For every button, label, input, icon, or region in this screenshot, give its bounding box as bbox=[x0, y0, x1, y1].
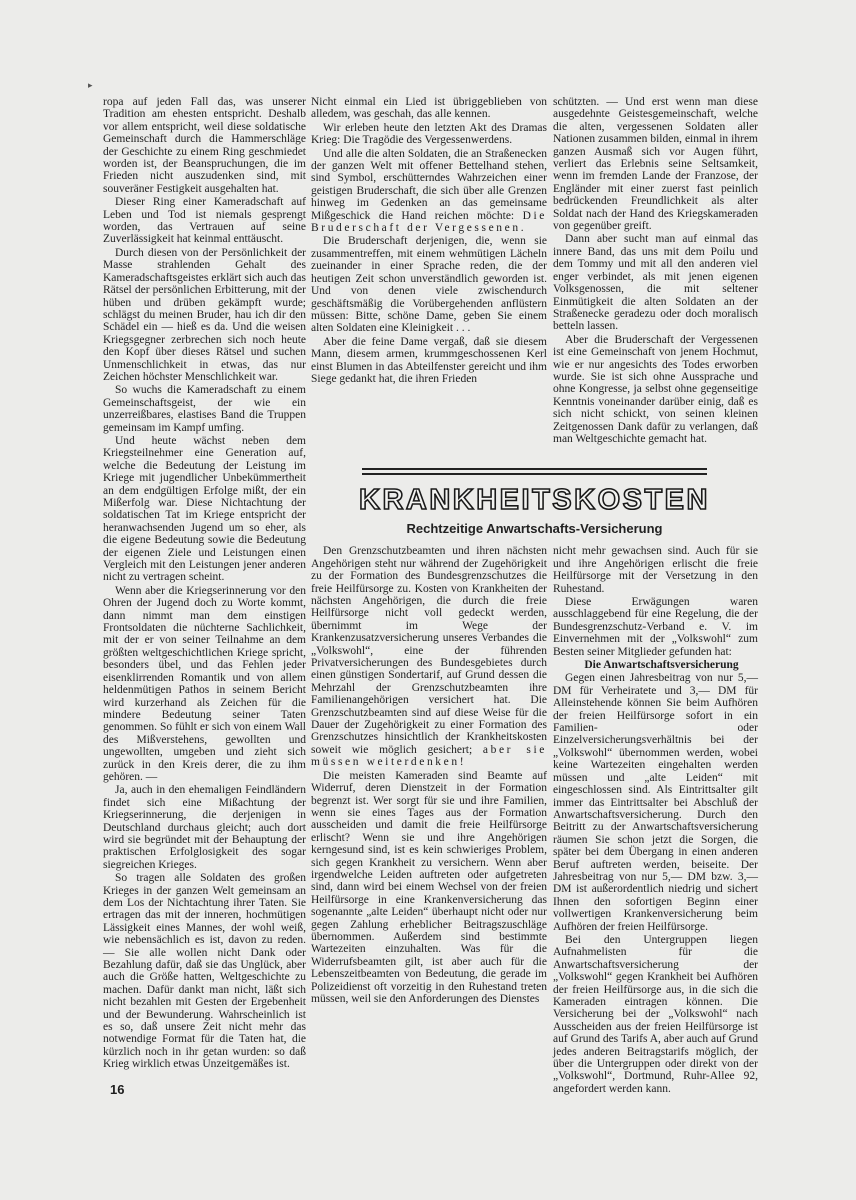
paragraph-text: Den Grenzschutzbeamten und ihren nächsten Angehörigen steht nur während der Zugehörigkeit zu der Formation des Bundesgrenzschutzes die freie Heilfürsorge zu. Kosten von Krankheiten der nächsten Angehörigen, die durch die freie Heilfürsorge nicht voll gedeckt werden, übernimmt im Wege der Krankenzusatzversicherung unseres Verbandes die „Volkswohl“, eine der führenden Privatversicherungen des Bundesgebietes durch einen günstigen Sondertarif, auf Grund dessen die Mehrzahl der Grenzschutzbeamten ihre Familienangehörigen versichert hat. Die Grenzschutzbeamten sind auf diese Weise für die Dauer der Zugehörigkeit zu einer Formation des Grenzschutzes hinsichtlich der Krankheitskosten soweit wie möglich gesichert; bbox=[311, 545, 547, 756]
article-title: KRANKHEITSKOSTEN bbox=[359, 484, 710, 517]
paragraph bbox=[553, 934, 758, 1095]
article-subtitle: Rechtzeitige Anwartschafts-Versicherung bbox=[406, 521, 663, 537]
paragraph bbox=[103, 784, 306, 871]
paragraph-text: Wir erleben heute den letzten Akt des Dramas Krieg: Die Tragödie des Vergessenwerdens. bbox=[311, 121, 547, 147]
article-subhead: Die Anwartschaftsversicherung bbox=[584, 659, 739, 672]
paragraph-text: nicht mehr gewachsen sind. Auch für sie und ihre Angehörigen erlischt die freie Heilfürsorge mit der Versetzung in den Ruhestand. bbox=[553, 545, 758, 595]
paragraph bbox=[553, 96, 758, 232]
page bbox=[103, 0, 758, 1127]
spaced-emphasis: Die Bruderschaft der Vergessenen. bbox=[311, 209, 547, 235]
paragraph-text: Ja, auch in den ehemaligen Feindländern findet sich eine Mißachtung der Kriegserinnerung, die derjenigen in Deutschland durchaus gleicht; auch dort wird sie begründet mit der Behauptung der praktischen Erfolglosigkeit des sogar siegreichen Krieges. bbox=[103, 784, 306, 871]
paragraph-text: schützten. — Und erst wenn man diese ausgedehnte Geistesgemeinschaft, welche die alten, vergessenen Soldaten aller Nationen zusammen bilden, einmal in ihrem ganzen Ausmaß sich vor Augen führt, verliert das Erlebnis seine Seltsamkeit, wenn im fremden Lande der Franzose, der Engländer mit einer zuerst fast peinlich bedrückenden Freundlichkeit als alter Soldat nach der Hand des Kriegskameraden von gegenüber greift. bbox=[553, 96, 758, 233]
article-right-intro bbox=[553, 545, 758, 658]
paragraph bbox=[311, 545, 547, 768]
paragraph bbox=[553, 233, 758, 332]
essay-right-column bbox=[553, 96, 758, 446]
paragraph-text: Die meisten Kameraden sind Beamte auf Widerruf, deren Dienstzeit in der Formation begrenzt ist. Wer sorgt für sie und ihre Familien, wenn sie eines Tages aus der Formation ausscheiden und damit die freie Heilfürsorge erlischt? Wenn sie und ihre Angehörigen kerngesund sind, ist es kein schwieriges Problem, sich gegen Krankheit zu versichern. Wenn aber irgendwelche Leiden auftreten oder aufgetreten sind, dann wird bei einem Wechsel von der freien Heilfürsorge in eine Krankenversicherung das sogenannte „alte Leiden“ überhaupt nicht oder nur gegen Zahlung erheblicher Beitragszuschläge übernommen. Außerdem sind bestimmte Wartezeiten einzuhalten. Was für die Widerrufsbeamten gilt, ist aber auch für die Lebenszeitbeamten von Bedeutung, die gerade im Polizeidienst oft vorzeitig in den Ruhestand treten müssen, weil sie den Anforderungen des Dienstes bbox=[311, 769, 547, 1005]
left-column-wrap bbox=[103, 96, 306, 1097]
paragraph-text: Dieser Ring einer Kameradschaft auf Leben und Tod ist niemals gesprengt worden, das Vertrauen auf seine Zuverlässigkeit hat keinmal enttäuscht. bbox=[103, 196, 306, 246]
article-body bbox=[311, 545, 758, 1096]
article-right-body bbox=[553, 672, 758, 1095]
paragraph bbox=[311, 336, 547, 386]
article-middle-column bbox=[311, 545, 547, 1096]
paragraph-text: ropa auf jeden Fall das, was unserer Tradition am ehesten entspricht. Deshalb vor allem entspricht, weil diese soldatische Gemeinschaft durch die Hammerschläge der Geschichte zu einem Ring geschmiedet worden ist, der Beanspruchungen, die im Frieden nicht auszudenken sind, mit souveräner Festigkeit ausgehalten hat. bbox=[103, 96, 306, 195]
paragraph bbox=[103, 96, 306, 195]
paragraph bbox=[311, 96, 547, 121]
paragraph-text: Bei den Untergruppen liegen Aufnahmelisten für die Anwartschaftsversicherung der „Volkswohl“ gegen Krankheit bei Aufhören der freien Heilfürsorge aus, in die sich die Kameraden eintragen können. Die Versicherung bei der „Volkswohl“ nach Ausscheiden aus der freien Heilfürsorge ist auf Grund des Tarifs A, aber auch auf Grund jedes anderen Beitragstarifs möglich, der über die Untergruppen oder direkt von der „Volkswohl“, Dortmund, Ruhr-Allee 92, angefordert werden kann. bbox=[553, 933, 758, 1095]
paragraph bbox=[311, 148, 547, 235]
paragraph bbox=[103, 585, 306, 784]
paragraph-text: Aber die Bruderschaft der Vergessenen ist eine Gemeinschaft von jenem Hochmut, wie er nur angesichts des Todes erworben wurde. Sie ist sich ohne Aussprache und ohne Kongresse, ja selbst ohne gegenseitige Kenntnis voneinander darüber einig, daß es sich nicht schickt, von seinen kleinen Zeitgenossen Dank dafür zu verlangen, daß man Weltgeschichte gemacht hat. bbox=[553, 333, 758, 445]
paragraph bbox=[103, 196, 306, 246]
paragraph bbox=[103, 435, 306, 584]
article-heading bbox=[311, 456, 758, 537]
paragraph-text: Die Bruderschaft derjenigen, die, wenn sie zusammentreffen, mit einem wehmütigen Lächeln zueinander in einer Sprache reden, die der heutigen Zeit schon unverständlich geworden ist. Und von denen viele zwischendurch geschäftsmäßig die Vorübergehenden anflüstern müssen: Bitte, schöne Dame, geben Sie einem alten Soldaten eine Kleinigkeit . . . bbox=[311, 235, 547, 335]
paragraph bbox=[311, 770, 547, 1006]
paragraph bbox=[311, 235, 547, 334]
paragraph-text: Und heute wächst neben dem Kriegsteilnehmer eine Generation auf, welche die Bedeutung der Leistung im Kriege mit jugendlicher Unbekümmertheit an dem endgültigen Erfolge mißt, der ein Mißerfolg war. Diese Nichtachtung der soldatischen Tat im Kriege entspricht der heranwachsenden Jugend um so eher, als die eigene Bedeutung sowie die Bedeutung der eigenen Ziele und Leistungen einen Vergleich mit den Leistungen jener anderen nicht zu vertragen scheint. bbox=[103, 434, 306, 584]
paragraph-text: Und alle die alten Soldaten, die an Straßenecken der ganzen Welt mit offener Bettelhand stehen, sind Symbol, erschütterndes Wahrzeichen einer geistigen Bruderschaft, die sich über alle Grenzen hinweg im Gedenken an das gemeinsame Mißgeschick die Hand reichen möchte: bbox=[311, 147, 547, 222]
essay-middle-column bbox=[311, 96, 547, 446]
paragraph-text: So tragen alle Soldaten des großen Krieges in der ganzen Welt gemeinsam an dem Los der Nichtachtung ihrer Taten. Sie ertragen das mit der inneren, hochmütigen Lässigkeit eines Mannes, der wohl weiß, wie nebensächlich es ist, davon zu reden. — Sie alle wollen nicht Dank oder Bezahlung dafür, daß sie das Unglück, aber auch die Größe hatten, Weltgeschichte zu machen. Dafür dankt man nicht, läßt sich nicht bezahlen mit Gesten der Ergebenheit und der Bewunderung. Wahrscheinlich ist es so, daß unsere Zeit nicht mehr das notwendige Format für die Taten hat, die kürzlich noch in ihr getan wurden: so daß Krieg wirklich etwas Unzeitgemäßes ist. bbox=[103, 872, 306, 1071]
paragraph-text: Gegen einen Jahresbeitrag von nur 5,— DM für Verheiratete und 3,— DM für Alleinstehende können Sie beim Aufhören der freien Heilfürsorge sofort in ein Familien- oder Einzelversicherungsverhältnis bei der „Volkswohl“ übernommen werden, wobei keine Wartezeiten eingehalten werden müssen und „alte Leiden“ mit eingeschlossen sind. Als Eintrittsalter gilt immer das Eintrittsalter bei Abschluß der Anwartschaftsversicherung. Durch den Beitritt zu der Anwartschaftsversicherung räumen Sie schon jetzt die Sorgen, die später bei dem Übergang in einen anderen Beruf auftreten werden, beiseite. Der Jahresbeitrag von nur 5,— DM bzw. 3,— DM ist außerordentlich niedrig und sichert Ihnen den sofortigen Beginn einer vollwertigen Krankenversicherung beim Aufhören der freien Heilfürsorge. bbox=[553, 672, 758, 933]
paragraph-text: Aber die feine Dame vergaß, daß sie diesem Mann, diesem armen, krummgeschossenen Kerl einst Blumen in das Abteilfenster gereicht und ihm Siege gedankt hat, die ihren Frieden bbox=[311, 335, 547, 385]
paragraph-text: Durch diesen von der Persönlichkeit der Masse strahlenden Gehalt des Kameradschaftsgeistes erklärt sich auch das Rätsel der persönlichen Erbitterung, mit der hüben und drüben gekämpft wurde; schlägst du meinen Bruder, hau ich dir den Schädel ein — hieß es da. Und die weisen Kriegsgegner zerbrechen sich noch heute den Kopf über dieses Rätsel und suchen Unmenschlichkeit in etwas, das nur Zeichen höchster Menschlichkeit war. bbox=[103, 246, 306, 383]
paragraph bbox=[103, 384, 306, 434]
paragraph bbox=[311, 122, 547, 147]
paragraph bbox=[553, 596, 758, 658]
article-rule-bottom bbox=[362, 473, 707, 475]
paragraph-text: So wuchs die Kameradschaft zu einem Gemeinschaftsgeist, der wie ein unzerreißbares, elastises Band die Truppen gemeinsam im Kampf umfing. bbox=[103, 384, 306, 434]
article-right-column bbox=[553, 545, 758, 1096]
page-number: 16 bbox=[110, 1081, 125, 1097]
paragraph bbox=[553, 545, 758, 595]
spaced-emphasis: aber sie müssen weiterdenken! bbox=[311, 743, 547, 769]
article-rule-top bbox=[362, 468, 707, 470]
paragraph-text: Diese Erwägungen waren ausschlaggebend für eine Regelung, die der Bundesgrenzschutz-Verband e. V. im Einvernehmen mit der „Volkswohl“ zum Besten seiner Mitglieder gefunden hat: bbox=[553, 596, 758, 658]
essay-continuation bbox=[311, 96, 758, 446]
right-area bbox=[311, 96, 758, 1097]
scan-mark: ▸ bbox=[88, 80, 93, 90]
paragraph bbox=[553, 334, 758, 446]
paragraph bbox=[553, 672, 758, 933]
paragraph-text: Wenn aber die Kriegserinnerung vor den Ohren der Jugend doch zu Worte kommt, dann nimmt man dem einstigen Frontsoldaten die nüchterne Sachlichkeit, mit der er von seiner Teilnahme an dem größten weltgeschichtlichen Kriege spricht, besonders übel, und das Fehlen jeder eisenklirrenden Romantik und von allem heldenmütigen Pathos in seinem Bericht wird kurzerhand als Zeichen für die mindere Bedeutung seiner Taten genommen. So fühlt er sich von einem Wall des Mißverstehens, gewollten und ungewollten, umgeben und zieht sich zurück in den Kreis derer, die zu ihm gehören. — bbox=[103, 584, 306, 783]
paragraph bbox=[103, 247, 306, 383]
paragraph-text: Nicht einmal ein Lied ist übriggeblieben von alledem, was geschah, das alle kennen. bbox=[311, 96, 547, 121]
paragraph bbox=[103, 872, 306, 1071]
paragraph-text: Dann aber sucht man auf einmal das innere Band, das uns mit dem Poilu und dem Tommy und mit all den anderen viel enger verbindet, als mit jenen eigenen Volksgenossen, die mit seltener Einmütigkeit die alten Soldaten an der Straßenecke geradezu oder doch moralisch betteln lassen. bbox=[553, 233, 758, 333]
essay-left-column bbox=[103, 96, 306, 1072]
